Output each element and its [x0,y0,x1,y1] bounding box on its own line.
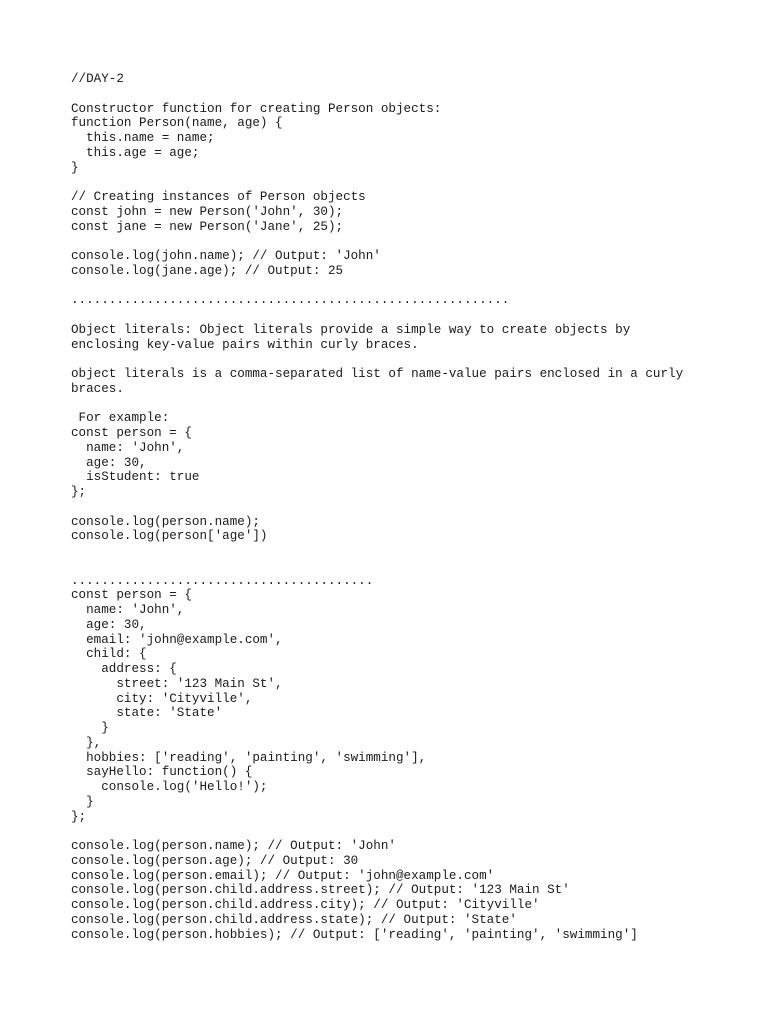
text-line: console.log(person.hobbies); // Output: ['reading', 'painting', 'swimming'] [71,927,638,942]
text-line: const jane = new Person('Jane', 25); [71,219,344,234]
text-line [71,234,751,249]
text-line: const john = new Person('John', 30); [71,204,344,219]
text-line [71,544,751,559]
text-line: ........................................ [71,573,374,588]
text-line: object literals is a comma-separated list of name-value pairs enclosed in a curly [71,367,684,381]
text-line: console.log(person['age']) [71,529,268,544]
text-line: // Creating instances of Person objects [71,190,366,204]
text-line: console.log(person.name); [71,514,260,529]
text-line: } [71,160,79,175]
text-line [71,279,751,294]
text-line: } [71,794,94,809]
text-line: } [71,721,109,735]
text-line [71,397,751,412]
text-line: .......................................................... [71,293,510,308]
text-line [71,175,751,190]
text-line: Object literals: Object literals provide a simple way to create objects by [71,322,631,337]
text-line: Constructor function for creating Person objects: [71,101,442,116]
text-line: address: { [71,662,177,676]
text-line: //DAY-2 [71,72,124,86]
text-line: hobbies: ['reading', 'painting', 'swimming'], [71,750,427,765]
text-line: this.name = name; [71,131,215,145]
text-line: console.log(john.name); // Output: 'John' [71,249,381,263]
text-line: }, [71,735,102,750]
text-line: state: 'State' [71,706,223,721]
text-line: console.log(person.child.address.city); // Output: 'Cityville' [71,898,540,912]
text-line: this.age = age; [71,145,200,160]
text-line: const person = { [71,588,192,603]
text-line: braces. [71,381,124,396]
document-text [71,72,751,942]
text-line: console.log(person.age); // Output: 30 [71,853,359,868]
text-line [71,824,751,839]
text-line: city: 'Cityville', [71,691,253,706]
text-line: const person = { [71,426,192,440]
text-line: name: 'John', [71,603,185,617]
text-line: isStudent: true [71,470,200,485]
text-line [71,352,751,367]
text-line: sayHello: function() { [71,765,253,780]
text-line: age: 30, [71,617,147,632]
text-line: email: 'john@example.com', [71,632,283,647]
text-line: function Person(name, age) { [71,116,283,131]
text-line: name: 'John', [71,440,185,455]
text-line [71,559,751,574]
text-line [71,500,751,515]
text-line: }; [71,485,87,499]
text-line: console.log('Hello!'); [71,780,268,794]
text-line: console.log(person.email); // Output: 'john@example.com' [71,868,495,883]
text-line: street: '123 Main St', [71,676,283,691]
text-line: console.log(person.child.address.state); // Output: 'State' [71,912,517,927]
text-line: enclosing key-value pairs within curly braces. [71,337,419,352]
text-line: console.log(jane.age); // Output: 25 [71,263,344,278]
text-line: }; [71,809,87,824]
text-line: age: 30, [71,455,147,470]
text-line [71,308,751,323]
text-line: console.log(person.child.address.street); // Output: '123 Main St' [71,883,570,898]
text-line: For example: [71,411,170,426]
text-line: console.log(person.name); // Output: 'John' [71,839,396,853]
text-line: child: { [71,647,147,662]
text-line [71,87,751,102]
